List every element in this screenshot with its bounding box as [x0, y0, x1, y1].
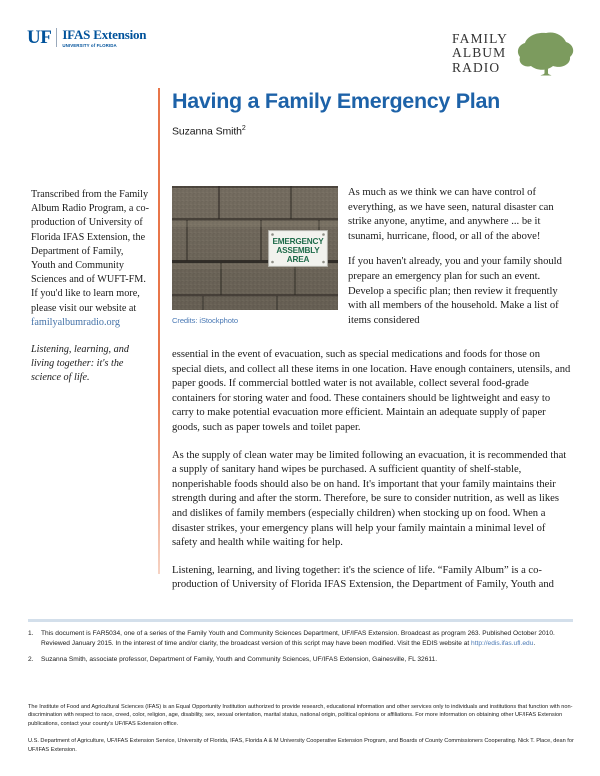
uf-wordmark: UF [27, 27, 52, 48]
emergency-assembly-area-sign [268, 230, 328, 267]
author-footnote-marker: 2 [241, 125, 246, 132]
university-of-florida-label: UNIVERSITY of FLORIDA [62, 42, 117, 48]
sidebar-note [31, 188, 149, 386]
article-body-full [172, 348, 572, 606]
footnote-item [28, 655, 576, 665]
footnote-number: 2. [28, 656, 34, 664]
sidebar-intro-text: Transcribed from the Family Album Radio Program, a co-production of University of Florida IFAS Extension, the Department of Family, Youth and Community Sciences and of WUFT-FM. If you'd like to learn more, please visit our website at [31, 189, 149, 314]
familyalbumradio-link[interactable]: familyalbumradio.org [31, 316, 120, 328]
far-line-family: FAMILY [452, 30, 508, 46]
sidebar-tagline: Listening, learning, and living together: it's the science of life. [31, 344, 129, 384]
photo-credits: Credits: iStockphoto [172, 316, 238, 325]
svg-text:EMERGENCY: EMERGENCY [272, 237, 324, 246]
article-body-column [348, 186, 572, 339]
legal-disclaimer [28, 703, 576, 763]
body-paragraph-5: Listening, learning, and living together: it's the science of life. “Family Album” is a co-production of University of Florida IFAS Extension, the Department of Family, Youth and [172, 564, 554, 591]
uf-ifas-extension-logo [27, 28, 146, 49]
footnotes-section [28, 629, 576, 672]
family-album-radio-wordmark [452, 32, 508, 76]
title-block [172, 88, 572, 139]
footnote-text: Suzanna Smith, associate professor, Department of Family, Youth and Community Sciences, UF/IFAS Extension, Gainesville, FL 32611. [41, 656, 438, 664]
usda-cooperating-statement: U.S. Department of Agriculture, UF/IFAS Extension Service, University of Florida, IFAS, Florida A & M University Cooperative Extension Program, and Boards of County Commissioners Cooperating. Nick T. Place, dean for UF/IFAS Extension. [28, 738, 574, 753]
footnote-text-before: This document is FAR5034, one of a series of the Family Youth and Community Sciences Department, UF/IFAS Extension. Broadcast as program 263. Published October 2010. Reviewed January 2015. In the interest of time and/or clarity, the broadcast version of this script may have been modified. Visit the EDIS website at [41, 630, 555, 647]
body-paragraph-4: As the supply of clean water may be limited following an evacuation, it is recommended that a supply of sanitary hand wipes be purchased. A sufficient quantity of shelf-stable, nonperishable foods should also be on hand. It's important that your family maintains their strength during and after the storm. Therefore, be sure to consider nutrition, as well as likes and dislikes of family members (especially children) when stocking up on food. When a disaster strikes, your emergency plans will help your family maintain a minimal level of safety and health while waiting for help. [172, 449, 567, 549]
footnote-item [28, 629, 576, 648]
emergency-assembly-area-photo [172, 186, 338, 310]
footer-divider [28, 619, 573, 622]
logo-divider [56, 28, 57, 47]
article-figure [172, 186, 338, 326]
svg-text:AREA: AREA [286, 255, 310, 264]
body-paragraph-2: If you haven't already, you and your family should prepare an emergency plan for such an event. Develop a specific plan; then review it frequently with all members of the household. Make a list of items considered [348, 256, 562, 326]
body-paragraph-3: essential in the event of evacuation, such as special medications and foods for those on special diets, and collect all these items in one location. Have enough containers, utensils, and paper goods. If commercial bottled water is not available, collect several food-grade containers for storing water and food. These containers should be lightweight and easy to carry to make potential evacuation more efficient. Maintain an adequate supply of paper goods, such as paper towels and toilet paper. [172, 349, 571, 433]
edis-website-link[interactable]: http://edis.ifas.ufl.edu [471, 639, 534, 647]
page-header [0, 0, 600, 88]
footnote-text [41, 629, 576, 648]
author-line [172, 122, 572, 139]
sidebar-intro-paragraph [31, 188, 149, 330]
vertical-accent-rule [158, 88, 160, 574]
far-line-radio: RADIO [452, 59, 501, 75]
far-line-album: ALBUM [452, 45, 507, 61]
family-album-radio-logo [452, 30, 577, 77]
tree-icon [515, 31, 577, 77]
ifas-extension-label: IFAS Extension [62, 27, 147, 42]
author-name: Suzanna Smith [172, 125, 242, 138]
footnote-number: 1. [28, 630, 34, 637]
page-title: Having a Family Emergency Plan [172, 89, 500, 113]
equal-opportunity-statement: The Institute of Food and Agricultural Sciences (IFAS) is an Equal Opportunity Institution authorized to provide research, educational information and other services only to individuals and institutions that function with non-discrimination with respect to race, creed, color, religion, age, disability, sex, sexual orientation, marital status, national origin, political opinions or affiliations. For more information on obtaining other UF/IFAS Extension publications, contact your county's UF/IFAS Extension office. [28, 704, 573, 727]
svg-text:ASSEMBLY: ASSEMBLY [276, 246, 320, 255]
footnote-text-after: . [533, 639, 536, 647]
body-paragraph-1: As much as we think we can have control of everything, as we have seen, natural disaster can strike anyone, anytime, and anywhere ... be it tsunami, hurricane, flood, or all of the above! [348, 187, 554, 242]
uf-logo-text [62, 28, 146, 49]
